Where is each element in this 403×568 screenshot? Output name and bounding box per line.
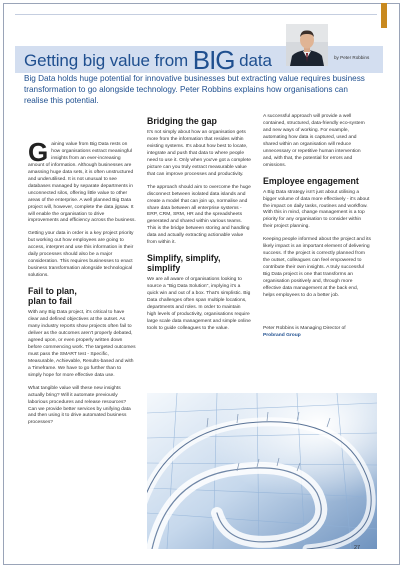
author-portrait	[286, 24, 328, 66]
heading-simplify	[147, 253, 251, 273]
author-portrait-image	[286, 24, 328, 66]
col2-paragraph-3: We are all aware of organisations looking to source a "Big Data Solution", implying it's a quick win and out of a box. That's simplistic. Big Data challenges often span multiple locations, departments and roles. In order to maintain high levels of productivity, organisations require large scale data management and simple online tools to guide colleagues to the value.	[147, 277, 251, 331]
author-note	[263, 326, 371, 340]
col1-paragraph-3: With any Big Data project, it's critical to have clear and defined objectives at the outset. As many industry reports show projects often fail to deliver as the outcomes aren't properly debated, agreed upon, or even properly written down before commencing work. The targeted outcomes must pass the SMART test - Specific, Measurable, Achievable, Results-based and with a Timeframe. We have to go further than to simply hope for more effective data use.	[28, 310, 136, 378]
article-title	[24, 45, 272, 76]
drop-cap: G	[28, 137, 49, 167]
col3-paragraph-2: A Big Data strategy isn't just about utilising a bigger volume of data more effectively - it's about the impact on daily tasks, routines and workflow. With this in mind, change management is a top priority for any organisation to consider within their project planning.	[263, 189, 370, 230]
column-3	[263, 114, 371, 346]
title-suffix: data	[234, 51, 272, 70]
author-note-text: Peter Robbins is Managing Director of	[263, 325, 346, 331]
heading-fail-to-plan	[28, 286, 136, 306]
heading-employee-engagement: Employee engagement	[263, 175, 359, 186]
heading-fail-to-plan-line2: plan to fail	[28, 296, 72, 307]
heading-bridging-the-gap: Bridging the gap	[147, 116, 217, 126]
orange-accent-bar	[381, 3, 387, 28]
top-rule	[15, 14, 377, 15]
spiral-staircase-image	[147, 393, 377, 549]
heading-simplify-line2: simplify	[147, 263, 181, 274]
col1-paragraph-1-text: aining value from Big Data rests on how organisations extract meaningful insights from an ever-increasing amount of information. Although businesses are amassing huge data sets, it is often unstructured and underutilised. It is not unusual to see databases managed by separate departments in unconnected silos, offering little value to other areas of the enterprise. A well planned Big Data project will, however, complete the data jigsaw. It will enable the organisation to drive improvements and efficiency across the business.	[28, 142, 136, 224]
col1-paragraph-2: Getting your data in order is a key project priority but working out how employees are going to access, interpret and use this information in their daily processes should also be a major consideration. This requires businesses to enact business transformation alongside technological solutions.	[28, 231, 134, 279]
column-1	[28, 137, 136, 433]
title-big-word: BIG	[192, 45, 235, 75]
col2-paragraph-2: The approach should aim to overcome the huge disconnect between isolated data islands and create a model that can join up, normalise and share data between all enterprise systems - ERP, CRM, SRM, HR and the spreadsheets generated and shared within various teams. This is the bridge between storing and handling data and actually extracting actionable value from within it.	[147, 184, 251, 246]
company-name: Probrand Group	[263, 332, 301, 338]
intro-standfirst: Big Data holds huge potential for innovative businesses but extracting value requires business transformation to go alongside technology. Peter Robbins explains how organisations can realise this potential.	[24, 74, 365, 105]
heading-simplify-line1: Simplify, simplify,	[147, 253, 221, 264]
byline: by Peter Robbins	[334, 55, 370, 60]
col2-paragraph-1: It's not simply about how an organisation gets more from the information that resides within existing systems. It's about how best to locate, integrate and push that data to where people need to use it. Only when you've got a complete picture can you truly extract measurable value that can improve processes and productivity.	[147, 130, 251, 177]
spiral-staircase-photo	[147, 393, 377, 549]
heading-fail-to-plan-line1: Fail to plan,	[28, 286, 77, 297]
column-2	[147, 114, 251, 339]
page-number: 27	[354, 545, 360, 551]
col1-paragraph-4: What tangible value will these new insights actually bring? Will it automate previously laborious procedures and release resources? Can we provide better services by unifying data and then using it to drive automated business processes?	[28, 385, 131, 426]
col3-paragraph-1: A successful approach will provide a well contained, structured, data-friendly eco-system and new ways of working. For example, automating how data is captured, used and shared within an organisation will reduce unnecessary or repetitive human intervention and, with that, the potential for errors and omissions.	[263, 114, 365, 168]
title-prefix: Getting big value from	[24, 51, 193, 70]
col1-paragraph-1	[28, 137, 136, 225]
col3-paragraph-3: Keeping people informed about the project and its likely impact is an important element of delivering success. If the project is correctly planned from the outset, colleagues can feel empowered to contribute their own insights. A truly successful Big Data project is one that transforms an organisation positively and, through more effective data management at the back end, helps employees to do a better job.	[263, 237, 371, 298]
